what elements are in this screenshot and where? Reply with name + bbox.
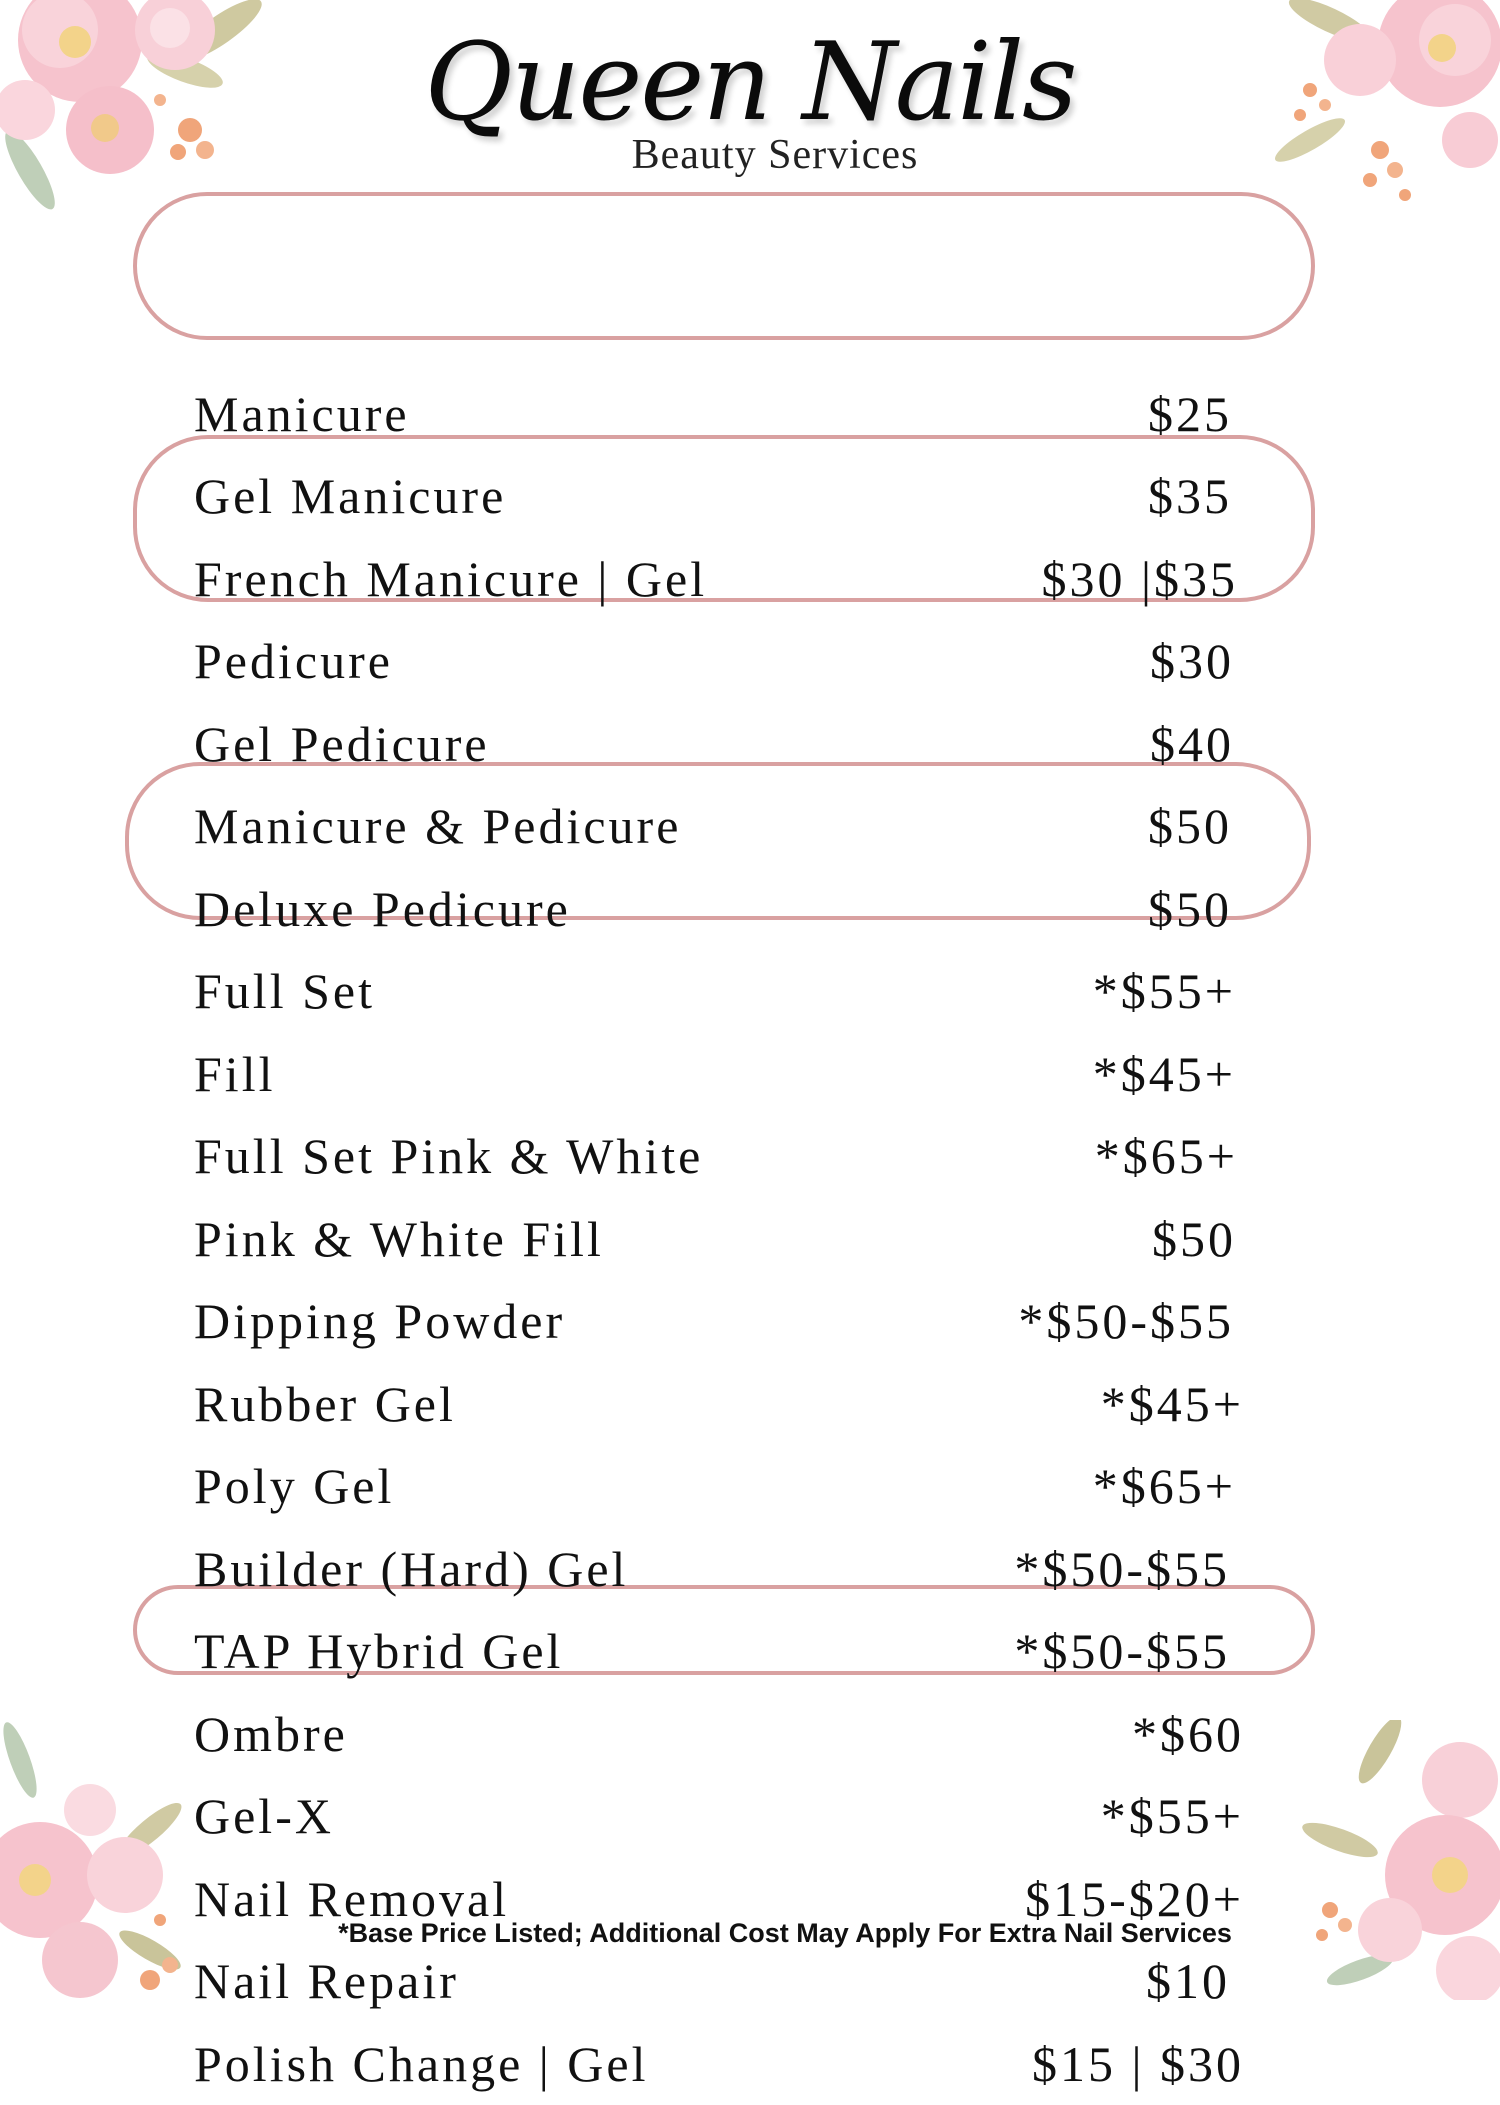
service-name: Manicure	[194, 386, 410, 442]
service-name: Nail Repair	[194, 1953, 459, 2009]
service-price: *$45+	[1092, 1046, 1236, 1102]
service-row-polish-change	[194, 2023, 1244, 2105]
service-price: $15-$20+	[1025, 1871, 1244, 1927]
service-name: Polish Change | Gel	[194, 2036, 649, 2092]
service-row-poly-gel	[194, 1445, 1244, 1527]
service-name: Poly Gel	[194, 1458, 395, 1514]
service-row-deluxe-pedicure	[194, 868, 1244, 950]
service-row-ombre	[194, 1693, 1244, 1775]
service-name: Nail Removal	[194, 1871, 510, 1927]
service-row-nail-repair	[194, 1940, 1244, 2022]
service-price: $40	[1150, 716, 1234, 772]
service-name: TAP Hybrid Gel	[194, 1623, 564, 1679]
group-outline-manicure	[133, 192, 1315, 340]
service-row-gel-x	[194, 1775, 1244, 1857]
service-name: Gel Manicure	[194, 468, 507, 524]
service-name: Gel-X	[194, 1788, 334, 1844]
service-price: $50	[1148, 881, 1232, 937]
service-row-dipping-powder	[194, 1280, 1244, 1362]
service-name: Dipping Powder	[194, 1293, 566, 1349]
service-price: $15 | $30	[1031, 2036, 1244, 2092]
floral-corner-bottom-right-icon	[1300, 1720, 1500, 2000]
service-row-pink-white-fill	[194, 1198, 1244, 1280]
service-row-manicure-pedicure	[194, 785, 1244, 867]
service-row-pedicure	[194, 620, 1244, 702]
service-price: $50	[1152, 1211, 1236, 1267]
service-row-gel-pedicure	[194, 703, 1244, 785]
footnote: *Base Price Listed; Additional Cost May Apply For Extra Nail Services	[338, 1918, 1232, 1948]
service-price: *$55+	[1100, 1788, 1244, 1844]
service-row-full-set-pink-white	[194, 1115, 1244, 1197]
service-row-gel-manicure	[194, 455, 1244, 537]
service-price: *$50-$55	[1014, 1623, 1230, 1679]
service-price: *$50-$55	[1018, 1293, 1234, 1349]
service-price: $30	[1150, 633, 1234, 689]
service-price: *$65+	[1092, 1458, 1236, 1514]
service-name: Pedicure	[194, 633, 393, 689]
service-price: $35	[1148, 468, 1232, 524]
service-price: $10	[1146, 1953, 1230, 2009]
service-price: *$55+	[1092, 963, 1236, 1019]
service-name: Gel Pedicure	[194, 716, 490, 772]
service-row-full-set	[194, 950, 1244, 1032]
brand-title: Queen Nails	[424, 20, 1076, 145]
service-price: $50	[1148, 798, 1232, 854]
brand-subtitle: Beauty Services	[631, 132, 919, 178]
service-price: *$45+	[1100, 1376, 1244, 1432]
service-name: Deluxe Pedicure	[194, 881, 571, 937]
service-name: Manicure & Pedicure	[194, 798, 682, 854]
service-row-builder-gel	[194, 1528, 1244, 1610]
service-name: Ombre	[194, 1706, 348, 1762]
service-name: French Manicure | Gel	[194, 551, 708, 607]
floral-corner-bottom-left-icon	[0, 1720, 210, 2000]
service-row-rubber-gel	[194, 1363, 1244, 1445]
service-price: $30 |$35	[1041, 551, 1238, 607]
service-row-fill	[194, 1033, 1244, 1115]
service-name: Builder (Hard) Gel	[194, 1541, 629, 1597]
service-name: Rubber Gel	[194, 1376, 456, 1432]
service-name: Fill	[194, 1046, 276, 1102]
service-name: Pink & White Fill	[194, 1211, 604, 1267]
service-price: $25	[1148, 386, 1232, 442]
service-row-manicure	[194, 373, 1244, 455]
service-price: *$50-$55	[1014, 1541, 1230, 1597]
service-name: Full Set	[194, 963, 375, 1019]
service-price: *$65+	[1094, 1128, 1238, 1184]
service-name: Full Set Pink & White	[194, 1128, 704, 1184]
service-row-tap-hybrid-gel	[194, 1610, 1244, 1692]
service-price: *$60	[1132, 1706, 1244, 1762]
service-row-french-manicure	[194, 538, 1244, 620]
